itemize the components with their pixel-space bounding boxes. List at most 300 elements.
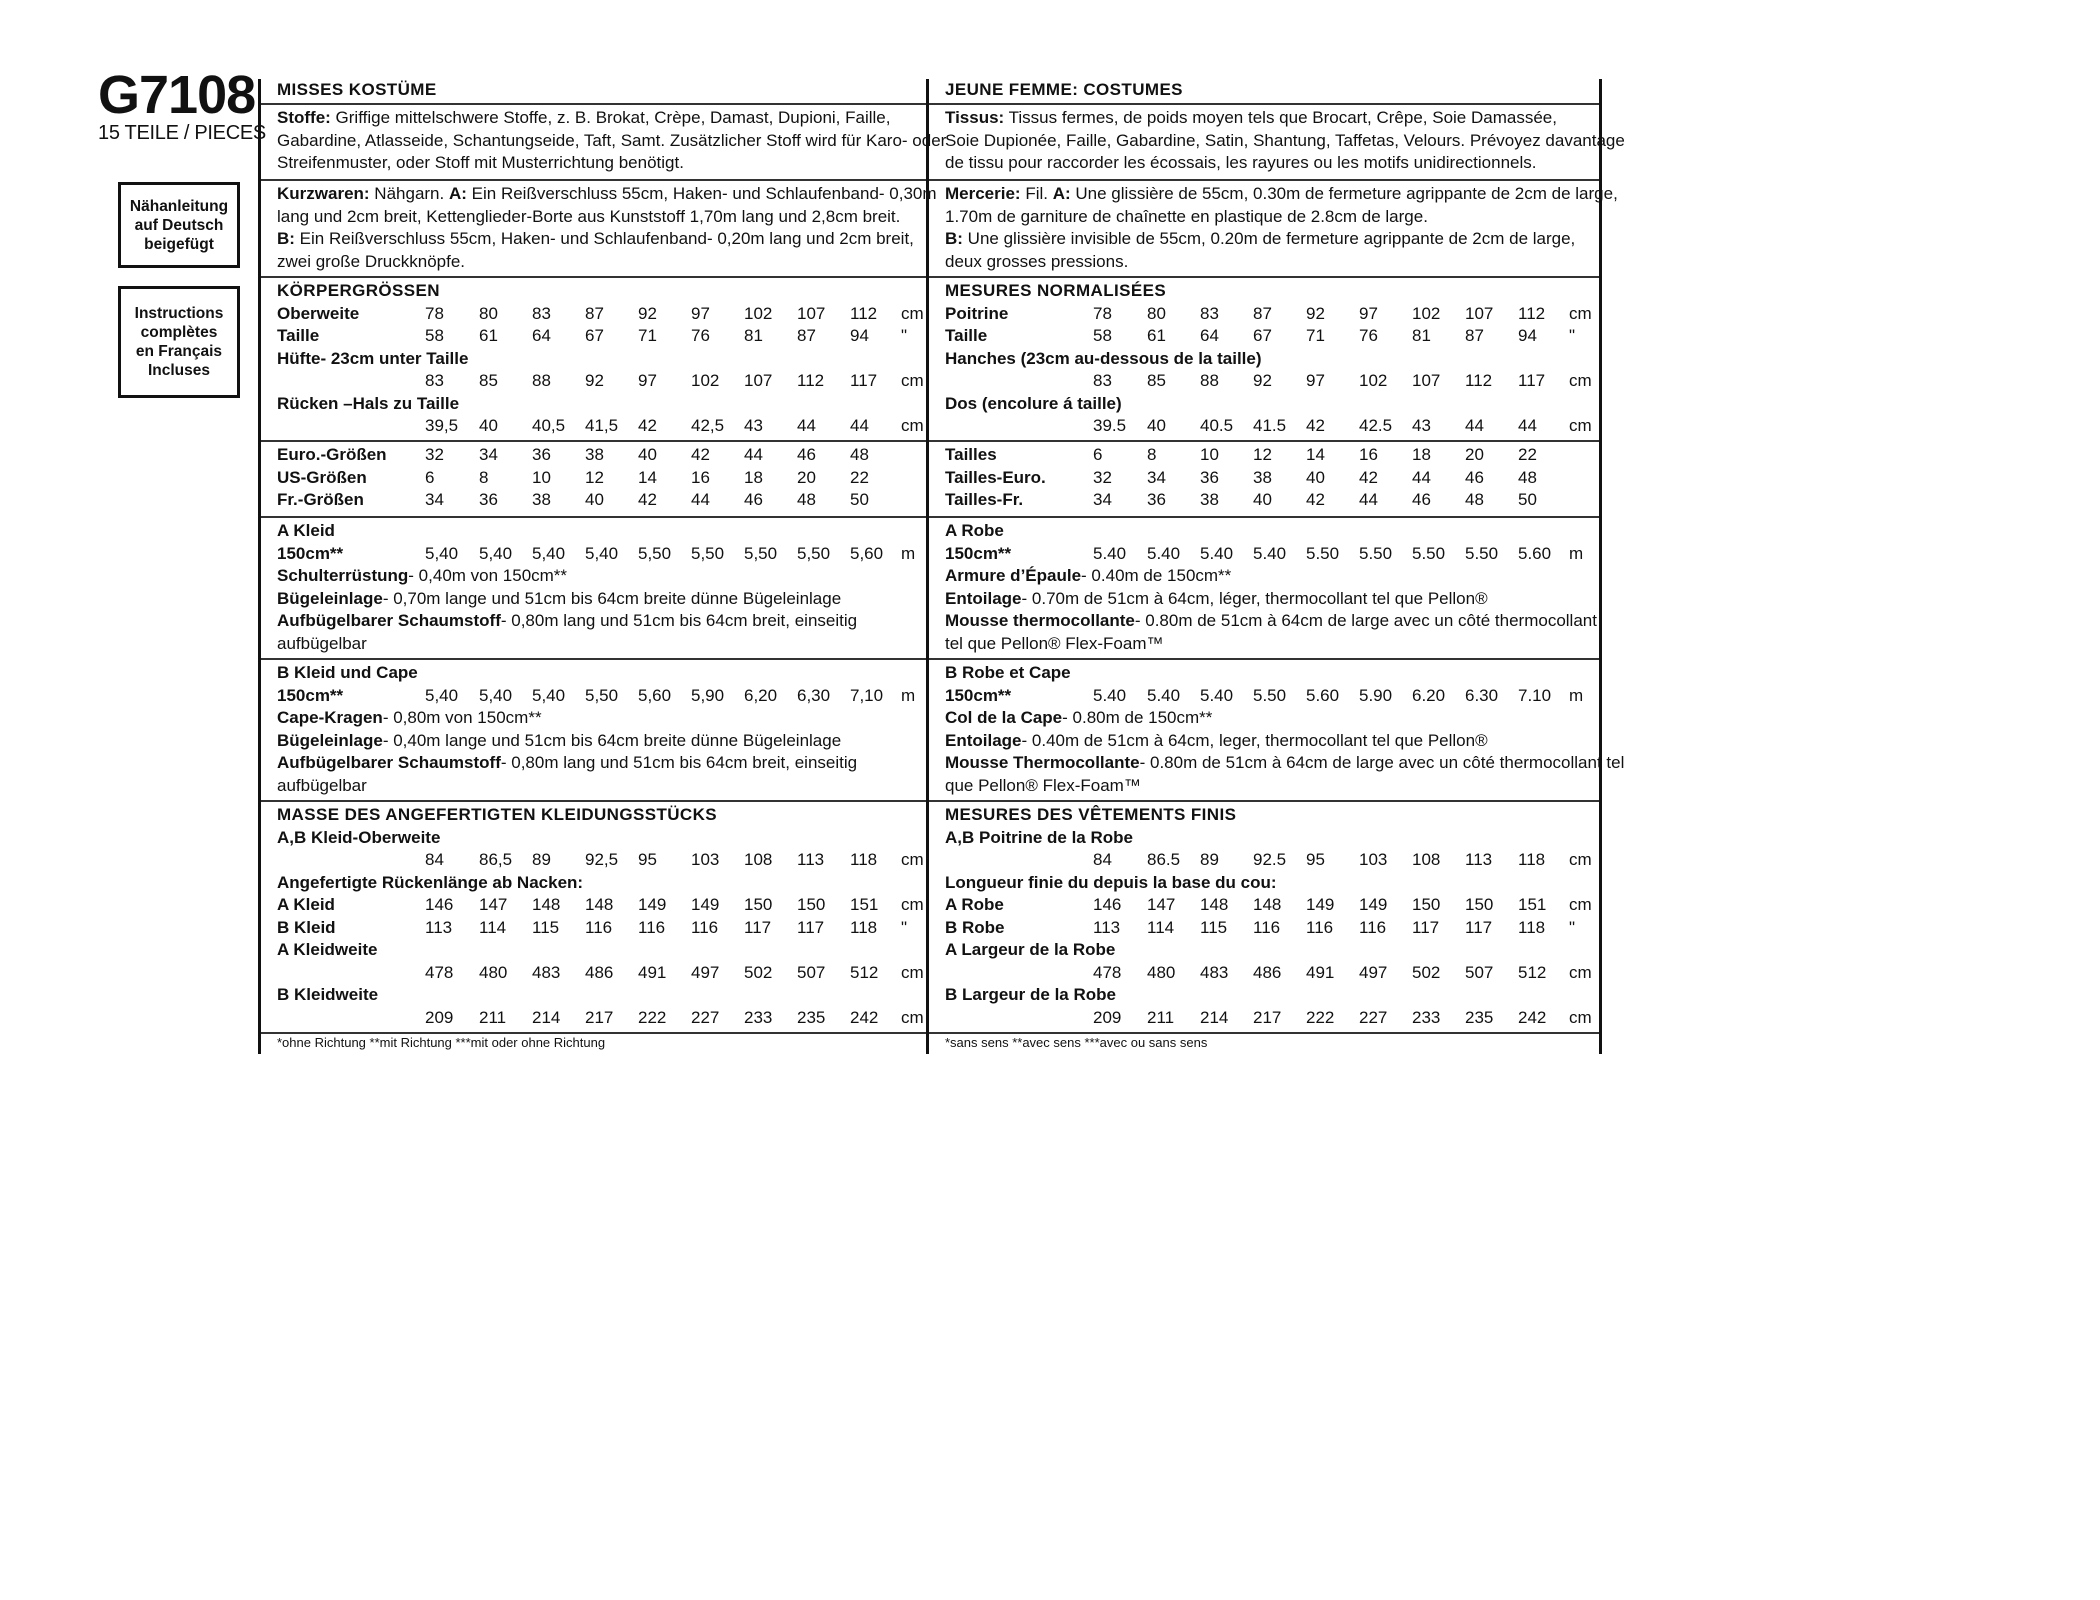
row-value: 118: [1518, 917, 1546, 937]
row-value: 146: [425, 895, 454, 914]
row-value: 40: [638, 445, 657, 464]
finished-row: [945, 939, 1599, 961]
notions-line-bold: B:: [277, 229, 295, 248]
row-value: 34: [1147, 467, 1166, 487]
fabrics-line: [945, 130, 1625, 152]
row-value: 44: [1465, 416, 1484, 435]
row-value: 64: [532, 326, 551, 345]
row-value: 113: [797, 850, 825, 869]
row-value: 214: [532, 1007, 561, 1027]
row-label: Poitrine: [945, 303, 1009, 323]
row-value: 34: [425, 490, 444, 509]
row-unit: cm: [1569, 371, 1592, 390]
row-value: 18: [744, 467, 763, 487]
row-value: 242: [850, 1007, 879, 1027]
view-b-line-text: que Pellon® Flex-Foam™: [945, 775, 1141, 795]
finished-row: [277, 894, 935, 916]
row-value: 22: [1518, 445, 1537, 464]
finished-row: [277, 962, 935, 984]
row-value: 214: [1200, 1007, 1229, 1027]
view-b-line: [277, 775, 931, 797]
view-b-line-text: - 0.80m de 51cm à 64cm de large avec un côté thermocollant tel: [1139, 753, 1625, 772]
notions-line: [945, 228, 1595, 250]
notions-line-text: 1.70m de garniture de chaînette en plastique de 2.8cm de large.: [945, 206, 1428, 226]
row-value: 483: [1200, 962, 1229, 982]
row-label: A Kleid: [277, 895, 335, 914]
row-value: 86.5: [1147, 850, 1181, 869]
row-value: 83: [425, 371, 444, 390]
row-label: Oberweite: [277, 303, 360, 323]
row-value: 43: [1412, 416, 1431, 435]
row-value: 42.5: [1359, 416, 1393, 435]
row-unit: ": [901, 917, 908, 937]
row-value: 84: [1093, 850, 1112, 869]
row-value: 92: [1306, 303, 1325, 323]
row-value: 150: [744, 895, 773, 914]
row-value: 107: [1412, 371, 1441, 390]
german-instructions-badge: [118, 182, 240, 268]
finished-row: [277, 984, 935, 1006]
row-value: 50: [850, 490, 869, 509]
row-value: 38: [1200, 490, 1219, 509]
row-label: A Robe: [945, 895, 1004, 914]
notions-line-text: lang und 2cm breit, Kettenglieder-Borte aus Kunststoff 1,70m lang und 2,8cm breit.: [277, 206, 901, 226]
row-label: US-Größen: [277, 467, 367, 487]
row-unit: cm: [901, 850, 924, 869]
view-a-line: [945, 633, 1595, 655]
row-value: 94: [850, 326, 869, 345]
row-value: 150: [1465, 895, 1494, 914]
row-value: 115: [1200, 917, 1228, 937]
german-instructions-text: Nähanleitung auf Deutsch beigefügt: [129, 197, 229, 253]
row-label: B Largeur de la Robe: [945, 985, 1116, 1004]
row-value: 38: [1253, 467, 1272, 487]
row-value: 507: [1465, 962, 1494, 982]
row-value: 76: [691, 326, 710, 345]
row-label: A Largeur de la Robe: [945, 940, 1116, 959]
row-value: 83: [532, 303, 551, 323]
row-value: 150: [1412, 895, 1441, 914]
row-value: 97: [638, 371, 657, 390]
row-value: 5,40: [425, 543, 459, 563]
row-value: 48: [1465, 490, 1484, 509]
row-value: 497: [1359, 962, 1388, 982]
row-value: 92: [638, 303, 657, 323]
row-value: 116: [1359, 917, 1387, 937]
row-value: 211: [1147, 1007, 1175, 1027]
row-unit: ": [1569, 917, 1576, 937]
view-a-line-text: - 0,40m von 150cm**: [408, 566, 568, 585]
row-value: 5.50: [1306, 543, 1340, 563]
row-label: 150cm**: [945, 685, 1012, 705]
row-value: 5,40: [425, 685, 459, 705]
row-label: Tailles-Fr.: [945, 490, 1024, 509]
section-footnote: [929, 1032, 1599, 1054]
row-value: 42: [638, 490, 657, 509]
row-value: 44: [1359, 490, 1378, 509]
row-unit: cm: [1569, 303, 1592, 323]
view-a-line-text: - 0.70m de 51cm à 64cm, léger, thermocollant tel que Pellon®: [1021, 588, 1488, 608]
notions-line-text: Ein Reißverschluss 55cm, Haken- und Schlaufenband- 0,20m lang und 2cm breit,: [294, 229, 914, 248]
view-a-line-bold: Aufbügelbarer Schaumstoff: [277, 611, 501, 630]
row-label: Tailles: [945, 445, 997, 464]
view-a-line-text: - 0,80m lang und 51cm bis 64cm breit, einseitig: [500, 611, 858, 630]
row-value: 48: [850, 445, 869, 464]
view-b-line-text: - 0,80m von 150cm**: [382, 708, 542, 727]
row-value: 117: [1518, 371, 1546, 390]
row-value: 85: [1147, 371, 1166, 390]
row-value: 38: [585, 445, 604, 464]
row-value: 5.50: [1359, 543, 1393, 563]
view-a-title: A Kleid: [277, 521, 335, 540]
view-a-line-text: - 0.80m de 51cm à 64cm de large avec un côté thermocollant: [1134, 611, 1597, 630]
notions-line-text: Fil.: [1020, 184, 1053, 203]
row-value: 42: [1306, 490, 1325, 509]
row-value: 40: [479, 416, 498, 435]
row-value: 222: [638, 1007, 667, 1027]
row-label: A Kleidweite: [277, 940, 378, 959]
view-b-line: [277, 730, 931, 752]
row-value: 497: [691, 962, 720, 982]
section-footnote: [261, 1032, 935, 1054]
row-value: 50: [1518, 490, 1537, 509]
fabrics-line-bold: Stoffe:: [277, 108, 331, 127]
row-label: 150cm**: [277, 685, 344, 705]
piece-count: 15 TEILE / PIECES: [98, 122, 266, 144]
view-b-title: B Kleid und Cape: [277, 663, 418, 682]
row-value: 217: [585, 1007, 614, 1027]
row-value: 14: [638, 467, 657, 487]
row-value: 78: [425, 303, 444, 323]
view-b-line-bold: Mousse Thermocollante: [945, 753, 1140, 772]
fabrics-line-text: Streifenmuster, oder Stoff mit Musterrichtung benötigt.: [277, 153, 684, 172]
row-unit: cm: [901, 962, 924, 982]
fabrics-line: [945, 107, 1595, 129]
row-value: 146: [1093, 895, 1122, 914]
row-value: 480: [1147, 962, 1176, 982]
view-b-line-bold: Bügeleinlage: [277, 730, 383, 750]
section-notions: [929, 179, 1618, 273]
row-value: 44: [744, 445, 763, 464]
size-row: [277, 444, 935, 466]
column-title: JEUNE FEMME: COSTUMES: [945, 80, 1183, 99]
row-value: 102: [691, 371, 720, 390]
row-value: 209: [1093, 1007, 1122, 1027]
row-value: 117: [850, 371, 878, 390]
row-value: 80: [1147, 303, 1166, 323]
notions-line-text: Une glissière invisible de 55cm, 0.20m de fermeture agrippante de 2cm de large,: [962, 229, 1576, 248]
body-row: [277, 415, 935, 437]
row-value: 233: [1412, 1007, 1441, 1027]
row-value: 117: [1465, 917, 1493, 937]
row-unit: cm: [1569, 962, 1592, 982]
row-value: 88: [532, 371, 551, 390]
section-view-a: [929, 516, 1599, 656]
row-value: 32: [1093, 467, 1112, 487]
row-value: 116: [691, 917, 719, 937]
row-value: 40: [1253, 490, 1272, 509]
row-value: 209: [425, 1007, 454, 1027]
row-value: 20: [1465, 445, 1484, 464]
row-value: 76: [1359, 326, 1378, 345]
row-value: 6.20: [1412, 685, 1446, 705]
row-value: 18: [1412, 445, 1431, 464]
row-value: 67: [1253, 326, 1272, 345]
row-value: 5,40: [585, 543, 619, 563]
row-value: 36: [1200, 467, 1219, 487]
row-value: 486: [585, 962, 614, 982]
row-value: 118: [1518, 850, 1546, 869]
row-value: 6,30: [797, 685, 831, 705]
row-value: 36: [479, 490, 498, 509]
row-value: 71: [638, 326, 657, 345]
row-value: 48: [797, 490, 816, 509]
notions-line: [945, 183, 1618, 205]
body-row: [277, 303, 935, 325]
row-value: 5,90: [691, 685, 725, 705]
view-a-line-text: - 0,70m lange und 51cm bis 64cm breite dünne Bügeleinlage: [382, 588, 842, 608]
row-value: 118: [850, 917, 878, 937]
german-column: [258, 79, 947, 1054]
view-b-yardage-row: [277, 685, 935, 707]
row-value: 115: [532, 917, 560, 937]
view-b-line-text: aufbügelbar: [277, 775, 367, 795]
row-value: 34: [479, 445, 498, 464]
body-row: [945, 303, 1599, 325]
row-unit: m: [901, 685, 916, 705]
row-value: 6: [1093, 445, 1103, 464]
notions-line: [277, 228, 931, 250]
row-value: 92: [1253, 371, 1272, 390]
row-value: 58: [1093, 326, 1112, 345]
row-unit: cm: [1569, 1007, 1592, 1027]
view-a-yardage-row: [277, 543, 935, 565]
row-value: 113: [1465, 850, 1493, 869]
body-row: [945, 393, 1599, 415]
row-value: 5,40: [479, 543, 513, 563]
row-value: 6.30: [1465, 685, 1499, 705]
row-value: 242: [1518, 1007, 1547, 1027]
body-row: [945, 348, 1599, 370]
row-value: 5.40: [1093, 685, 1127, 705]
row-value: 118: [850, 850, 878, 869]
section-fabrics: [261, 103, 947, 177]
body-row: [277, 370, 935, 392]
section-view-b: [929, 658, 1625, 798]
body-measurements-title: KÖRPERGRÖSSEN: [277, 281, 440, 300]
row-value: 16: [1359, 445, 1378, 464]
row-unit: cm: [901, 1007, 924, 1027]
row-value: 95: [1306, 850, 1325, 869]
row-value: 5,60: [850, 543, 884, 563]
body-row: [945, 325, 1599, 347]
row-value: 92.5: [1253, 850, 1287, 869]
row-value: 116: [1253, 917, 1281, 937]
notions-line-text-2: Ein Reißverschluss 55cm, Haken- und Schlaufenband- 0,30m: [466, 184, 937, 203]
row-value: 483: [532, 962, 561, 982]
row-value: 149: [1359, 895, 1388, 914]
view-a-yardage-row: [945, 543, 1599, 565]
view-b-yardage-row: [945, 685, 1599, 707]
row-value: 8: [479, 467, 489, 487]
body-row: [277, 393, 935, 415]
row-value: 113: [425, 917, 453, 937]
row-value: 5.40: [1147, 685, 1181, 705]
row-value: 94: [1518, 326, 1537, 345]
fabrics-line-text: Soie Dupionée, Faille, Gabardine, Satin, Shantung, Taffetas, Velours. Prévoyez davantage: [945, 130, 1625, 150]
row-value: 502: [1412, 962, 1441, 982]
row-value: 14: [1306, 445, 1325, 464]
row-value: 512: [1518, 962, 1547, 982]
row-unit: m: [1569, 543, 1584, 563]
notions-line-text: deux grosses pressions.: [945, 251, 1129, 271]
row-unit: m: [1569, 685, 1584, 705]
finished-row: [945, 827, 1599, 849]
body-row: [945, 370, 1599, 392]
notions-line-bold-2: A:: [1052, 184, 1071, 203]
row-value: 478: [1093, 962, 1122, 982]
row-unit: m: [901, 543, 916, 563]
view-b-line: [945, 752, 1625, 774]
row-value: 112: [1465, 371, 1493, 390]
view-a-line-text: aufbügelbar: [277, 633, 367, 653]
finished-row: [277, 1007, 935, 1029]
view-a-line-bold: Schulterrüstung: [277, 566, 409, 585]
row-value: 46: [797, 445, 816, 464]
row-value: 97: [1359, 303, 1378, 323]
row-unit: cm: [1569, 850, 1592, 869]
view-a-line: [945, 610, 1595, 632]
notions-line: [277, 251, 931, 273]
fabrics-line: [277, 107, 931, 129]
notions-line-bold: B:: [945, 229, 963, 248]
row-value: 227: [1359, 1007, 1388, 1027]
row-value: 235: [797, 1007, 826, 1027]
row-value: 22: [850, 467, 869, 487]
row-value: 5.40: [1147, 543, 1181, 563]
notions-line: [945, 251, 1595, 273]
row-value: 41,5: [585, 416, 619, 435]
row-value: 222: [1306, 1007, 1335, 1027]
row-value: 42: [638, 416, 657, 435]
row-value: 81: [744, 326, 763, 345]
notions-line-text: Nähgarn.: [369, 184, 449, 203]
view-a-line: [945, 565, 1595, 587]
section-sizes: [929, 440, 1599, 514]
row-value: 12: [585, 467, 604, 487]
row-value: 87: [1465, 326, 1484, 345]
row-value: 5,50: [744, 543, 778, 563]
row-value: 39,5: [425, 416, 459, 435]
row-value: 117: [744, 917, 772, 937]
row-value: 102: [1359, 371, 1388, 390]
row-value: 148: [585, 895, 614, 914]
view-b-line-text: - 0.40m de 51cm à 64cm, leger, thermocollant tel que Pellon®: [1021, 730, 1488, 750]
finished-row: [945, 962, 1599, 984]
fabrics-line-text: Griffige mittelschwere Stoffe, z. B. Brokat, Crèpe, Damast, Dupioni, Faille,: [330, 108, 891, 127]
row-value: 44: [797, 416, 816, 435]
row-value: 7,10: [850, 685, 884, 705]
row-value: 67: [585, 326, 604, 345]
row-unit: cm: [901, 303, 924, 323]
row-value: 87: [797, 326, 816, 345]
row-value: 40: [585, 490, 604, 509]
view-a-line: [277, 588, 931, 610]
row-value: 151: [850, 895, 879, 914]
row-label: B Robe: [945, 917, 1005, 937]
row-label: Rücken –Hals zu Taille: [277, 393, 460, 413]
row-value: 235: [1465, 1007, 1494, 1027]
fabrics-line: [277, 152, 931, 174]
row-value: 112: [797, 371, 825, 390]
row-value: 40: [1147, 416, 1166, 435]
row-value: 20: [797, 467, 816, 487]
row-value: 502: [744, 962, 773, 982]
row-value: 10: [532, 467, 551, 487]
size-row: [945, 467, 1599, 489]
row-value: 116: [1306, 917, 1334, 937]
finished-row: [945, 849, 1599, 871]
row-label: Euro.-Größen: [277, 445, 387, 464]
fabrics-line: [277, 130, 947, 152]
row-value: 491: [1306, 962, 1335, 982]
row-value: 5.50: [1253, 685, 1287, 705]
section-sizes: [261, 440, 935, 514]
view-b-line-bold: Entoilage: [945, 730, 1022, 750]
row-value: 42: [1306, 416, 1325, 435]
row-value: 5.60: [1518, 543, 1552, 563]
row-value: 44: [850, 416, 869, 435]
section-title: [929, 79, 1599, 101]
body-row: [277, 348, 935, 370]
row-value: 5,50: [691, 543, 725, 563]
french-instructions-badge: [118, 286, 240, 398]
row-value: 5,40: [532, 543, 566, 563]
row-unit: cm: [901, 371, 924, 390]
size-row: [945, 444, 1599, 466]
view-a-line-bold: Armure d’Épaule: [945, 566, 1082, 585]
row-value: 233: [744, 1007, 773, 1027]
notions-line-text: zwei große Druckknöpfe.: [277, 251, 466, 271]
row-value: 61: [1147, 326, 1166, 345]
row-value: 87: [585, 303, 604, 323]
row-value: 97: [1306, 371, 1325, 390]
finished-row: [945, 984, 1599, 1006]
row-value: 87: [1253, 303, 1272, 323]
row-value: 84: [425, 850, 444, 869]
row-value: 491: [638, 962, 667, 982]
section-finished-garment: [929, 800, 1599, 1032]
column-title: MISSES KOSTÜME: [277, 80, 437, 99]
finished-row: [945, 872, 1599, 894]
row-label: Hüfte- 23cm unter Taille: [277, 348, 469, 368]
row-value: 41.5: [1253, 416, 1287, 435]
row-value: 46: [1412, 490, 1431, 509]
row-value: 78: [1093, 303, 1112, 323]
french-instructions-text: Instructions complètes en Français Incluses: [134, 305, 224, 379]
row-unit: cm: [1569, 895, 1592, 914]
row-value: 40: [1306, 467, 1325, 487]
row-unit: cm: [901, 416, 924, 435]
view-b-line-bold: Aufbügelbarer Schaumstoff: [277, 753, 501, 772]
notions-line: [277, 206, 931, 228]
row-value: 5.90: [1359, 685, 1393, 705]
view-b-line: [945, 775, 1595, 797]
row-value: 5,50: [585, 685, 619, 705]
row-value: 36: [1147, 490, 1166, 509]
row-value: 148: [1200, 895, 1229, 914]
row-label: B Kleid: [277, 917, 336, 937]
